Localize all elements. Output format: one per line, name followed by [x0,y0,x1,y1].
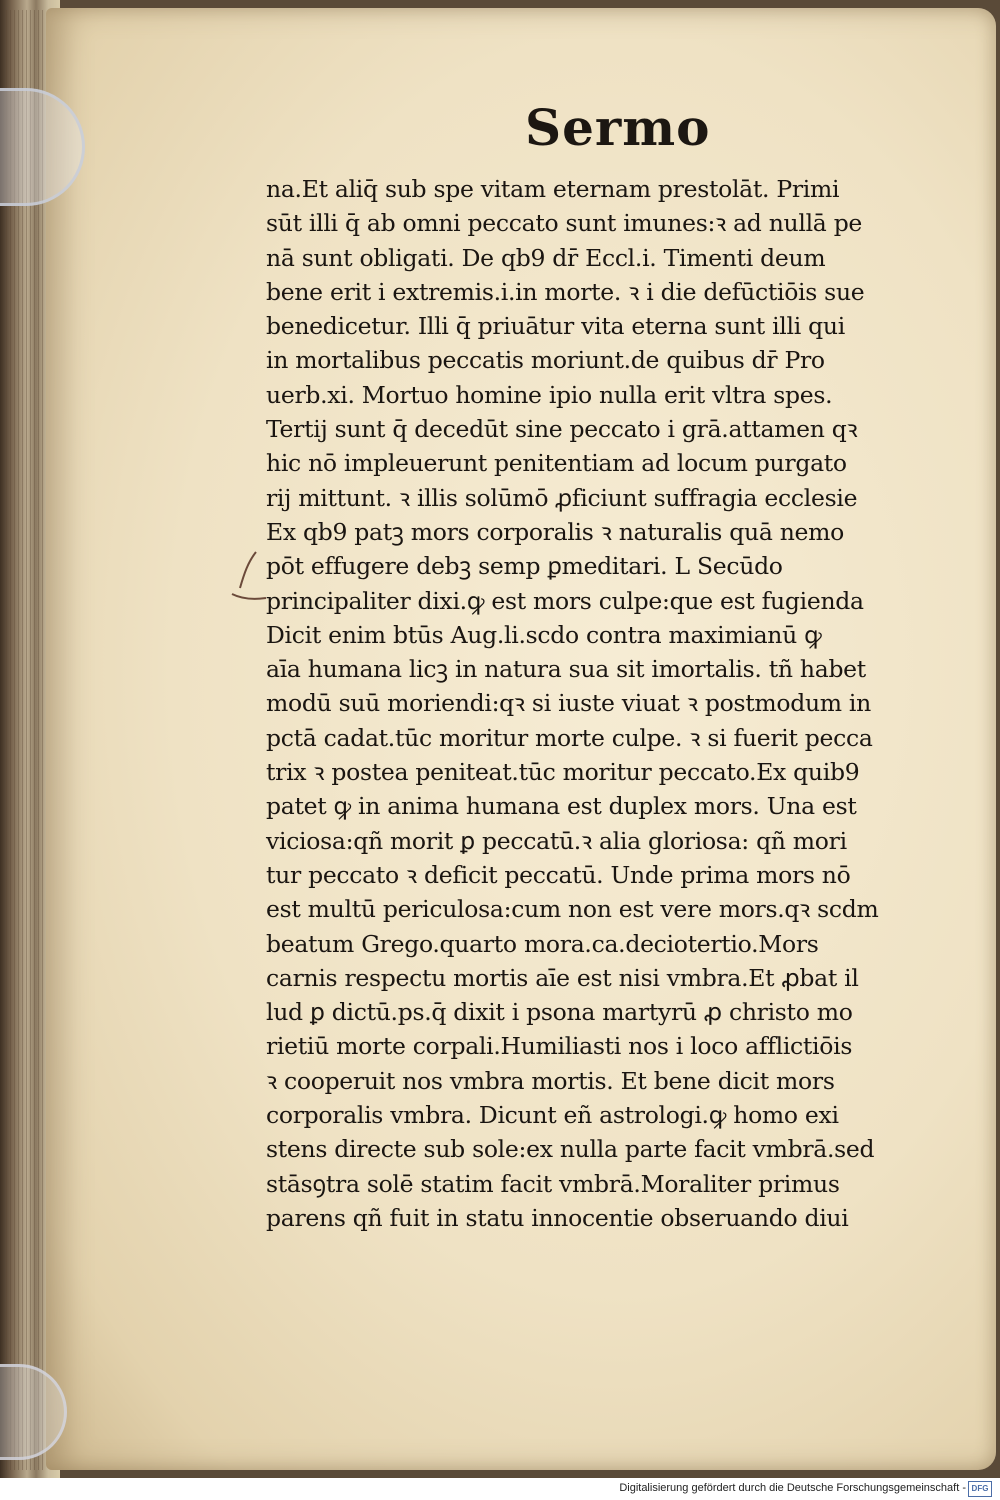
text-line: rietiū morte corpali.Humiliasti nos i loco afflictiōis [266,1032,853,1061]
text-line: Dicit enim btūs Aug.li.scdo contra maximianū ꝙ [266,620,822,649]
text-line: Tertij sunt q̄ decedūt sine peccato i grā.attamen qꝛ [266,415,858,444]
text-line: pōt effugere debꝫ semp ꝑmeditari. L Secūdo [266,552,783,581]
text-line: viciosa:qñ morit ꝑ peccatū.ꝛ alia gloriosa: qñ mori [266,826,847,855]
text-line: aīa humana licꝫ in natura sua sit imortalis. tñ habet [266,655,866,684]
text-line: lud ꝑ dictū.ps.q̄ dixit i psona martyrū ꝓ christo mo [266,998,853,1027]
text-line: na.Et aliq̄ sub spe vitam eternam prestolāt. Primi [266,175,840,203]
main-text-column [266,172,966,1235]
text-line: stāsꝯtra solē statim facit vmbrā.Moraliter primus [266,1169,840,1198]
text-line: in mortalibus peccatis moriunt.de quibus dr̄ Pro [266,346,825,375]
text-line: Ex qb9 patꝫ mors corporalis ꝛ naturalis quā nemo [266,517,844,546]
text-line: pctā cadat.tūc moritur morte culpe. ꝛ si fuerit pecca [266,723,873,752]
text-line: stens directe sub sole:ex nulla parte facit vmbrā.sed [266,1135,875,1164]
text-line: beatum Grego.quarto mora.ca.deciotertio.Mors [266,929,819,958]
text-line: ꝛ cooperuit nos vmbra mortis. Et bene dicit mors [266,1066,835,1095]
footer-bar [0,1478,1000,1500]
text-line: hic nō impleuerunt penitentiam ad locum purgato [266,449,847,478]
text-line: sūt illi q̄ ab omni peccato sunt imunes:ꝛ ad nullā pe [266,209,863,238]
text-line: patet ꝙ in anima humana est duplex mors. Una est [266,792,857,821]
text-line: tur peccato ꝛ deficit peccatū. Unde prima mors nō [266,860,851,889]
funding-credit: Digitalisierung gefördert durch die Deutsche Forschungsgemeinschaft - [619,1482,966,1494]
text-line: trix ꝛ postea peniteat.tūc moritur peccato.Ex quib9 [266,758,860,787]
text-line: modū suū moriendi:qꝛ si iuste viuat ꝛ postmodum in [266,689,871,718]
text-line: principaliter dixi.ꝙ est mors culpe:que est fugienda [266,586,864,615]
text-line: bene erit i extremis.i.in morte. ꝛ i die defūctiōis sue [266,277,865,306]
marginal-annotation-mark [226,548,270,604]
text-line: uerb.xi. Mortuo homine ipio nulla erit vltra spes. [266,380,833,409]
text-line: est multū periculosa:cum non est vere mors.qꝛ scdm [266,895,879,924]
text-line: parens qñ fuit in statu innocentie obseruando diui [266,1203,849,1232]
page-edge-lines [6,10,46,1470]
text-line: corporalis vmbra. Dicunt eñ astrologi.ꝙ homo exi [266,1101,839,1130]
text-line: rij mittunt. ꝛ illis solūmō ꝓficiunt suffragia ecclesie [266,483,858,512]
text-line: benedicetur. Illi q̄ priuātur vita eterna sunt illi qui [266,312,845,341]
dfg-logo[interactable]: DFG [968,1481,992,1497]
text-line: nā sunt obligati. De qb9 dr̄ Eccl.i. Timenti deum [266,243,826,272]
running-head: Sermo [525,98,711,157]
text-line: carnis respectu mortis aīe est nisi vmbra.Et ꝓbat il [266,963,859,992]
